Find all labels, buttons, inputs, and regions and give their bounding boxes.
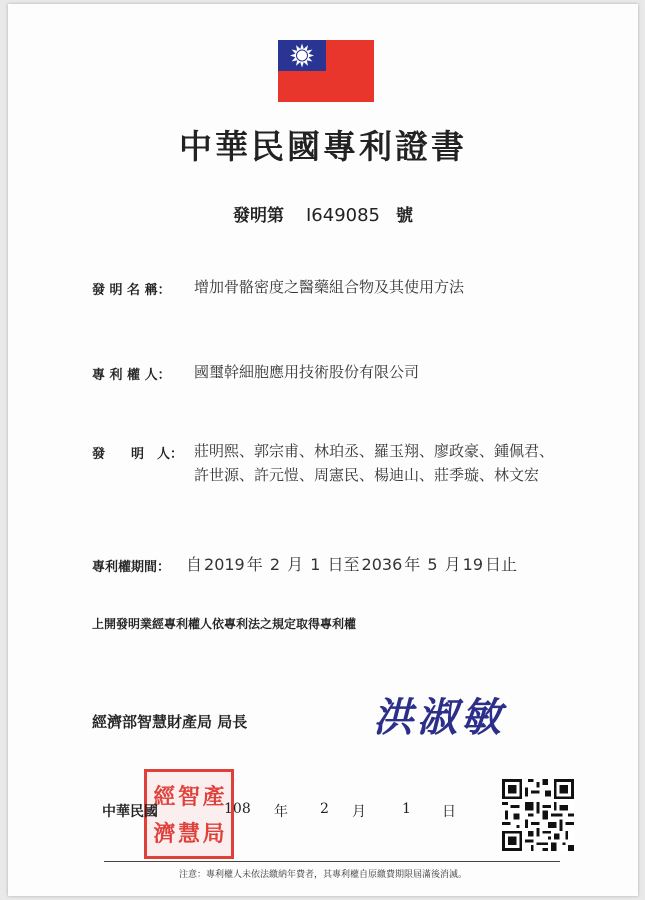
roc-flag-icon (278, 40, 374, 102)
period-label: 專利權期間： (92, 560, 171, 575)
qr-code-icon (502, 779, 574, 851)
footer-note: 注意：專利權人未依法繳納年費者，其專利權自原繳費期限屆滿後消滅。 (178, 870, 467, 880)
seal-char: 局 (202, 821, 225, 847)
seal-char: 慧 (177, 821, 200, 847)
invention-name: 增加骨骼密度之醫藥組合物及其使用方法 (194, 278, 465, 296)
issue-month: 2 (320, 801, 329, 817)
period-end-year: 2036 (361, 555, 403, 574)
white-sun-icon (278, 40, 326, 71)
issue-era: 中華民國 (102, 804, 158, 820)
patent-number-line (8, 201, 638, 226)
patent-period (186, 552, 519, 575)
seal-char: 產 (202, 784, 225, 810)
patentee: 國璽幹細胞應用技術股份有限公司 (194, 363, 420, 381)
issue-year-unit: 年 (274, 804, 288, 820)
patentee-label: 專 利 權 人： (92, 368, 171, 383)
issue-day: 1 (402, 801, 411, 817)
certificate-title: 中華民國專利證書 (179, 127, 467, 166)
grant-declaration: 上開發明業經專利權人依專利法之規定取得專利權 (92, 617, 357, 631)
period-day-unit-1: 日至 (327, 555, 360, 574)
number-prefix: 發明第 (232, 206, 284, 226)
period-end-month: 5 (427, 555, 438, 574)
period-start-day: 1 (310, 555, 321, 574)
period-month-unit-2: 月 (444, 555, 461, 574)
inventor-label: 發 明 人： (92, 447, 184, 462)
issuing-department: 經濟部智慧財產局 局長 (92, 713, 248, 731)
period-end-day: 19 (462, 555, 484, 574)
period-year-unit-1: 年 (246, 555, 263, 574)
patent-number: I649085 (305, 205, 381, 226)
seal-char: 經 (153, 784, 176, 810)
director-signature: 洪淑敏 (373, 694, 505, 741)
period-from: 自 (186, 555, 203, 574)
period-day-unit-2: 日止 (485, 555, 518, 574)
invention-name-label: 發 明 名 稱： (92, 283, 171, 298)
inventors-line-1: 莊明熙、郭宗甫、林珀丞、羅玉翔、廖政豪、鍾佩君、 (194, 442, 555, 460)
period-start-year: 2019 (204, 555, 245, 574)
period-start-month: 2 (269, 555, 281, 574)
seal-char: 智 (177, 784, 200, 810)
certificate-sheet (8, 4, 638, 896)
number-suffix: 號 (396, 206, 414, 226)
issue-year: 108 (224, 801, 251, 817)
period-month-unit-1: 月 (287, 555, 304, 574)
issue-day-unit: 日 (442, 804, 456, 820)
issue-month-unit: 月 (352, 804, 366, 820)
footer-divider (104, 861, 560, 862)
seal-char: 濟 (153, 821, 176, 847)
flag-canton (278, 40, 326, 71)
inventors-line-2: 許世源、許元愷、周憲民、楊迪山、莊季璇、林文宏 (194, 466, 540, 484)
period-year-unit-2: 年 (404, 555, 421, 574)
